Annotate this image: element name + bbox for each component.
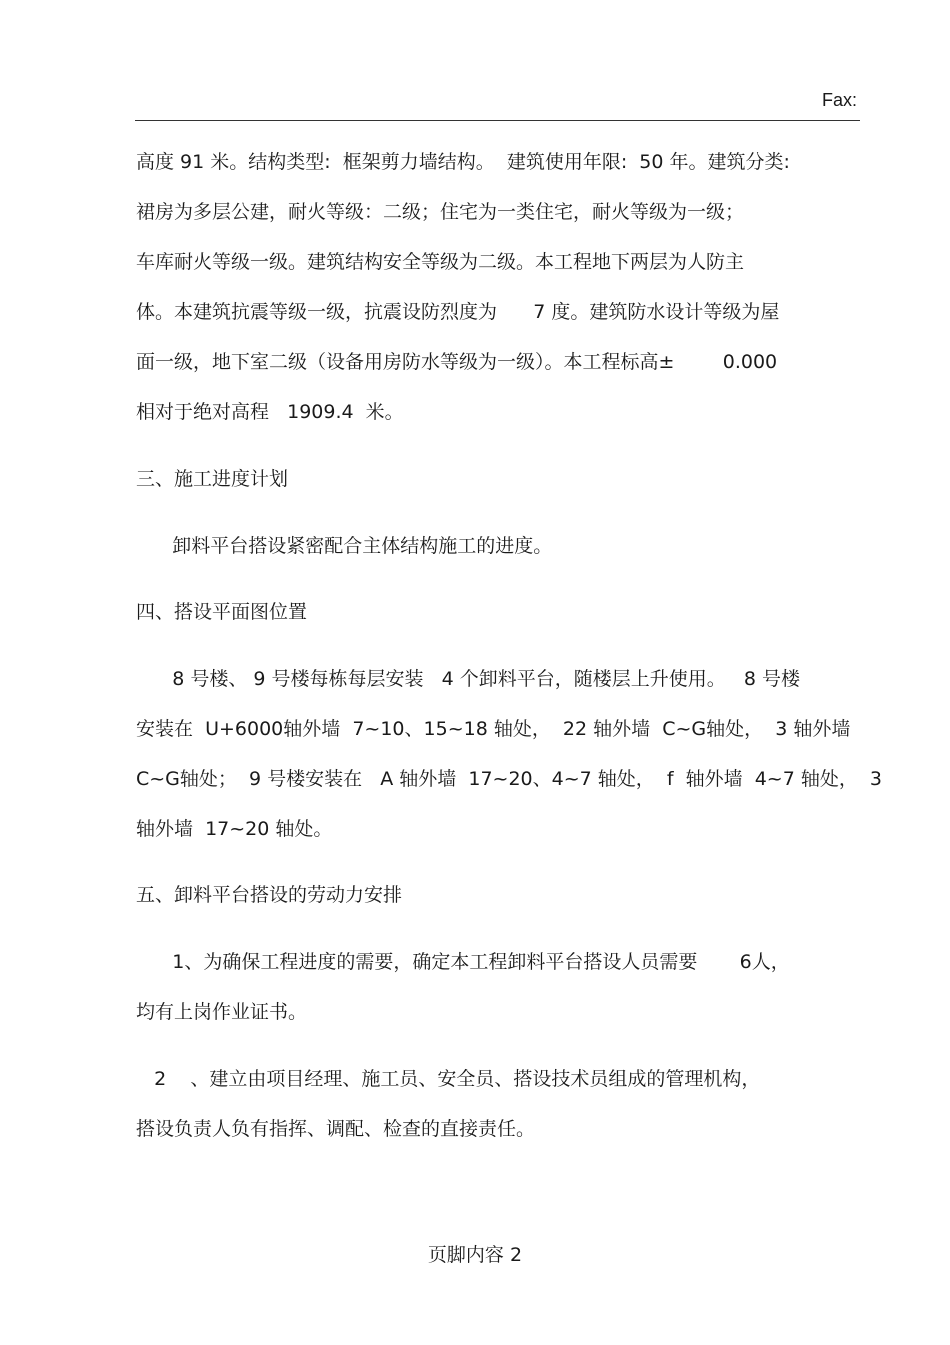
section-heading: 三、施工进度计划	[136, 468, 289, 490]
body-line: 1、为确保工程进度的需要，确定本工程卸料平台搭设人员需要 6人，	[136, 951, 790, 973]
page-footer: 页脚内容 2	[427, 1244, 523, 1266]
body-line: 2 、建立由项目经理、施工员、安全员、搭设技术员组成的管理机构，	[136, 1068, 761, 1090]
body-line: 裙房为多层公建，耐火等级：二级；住宅为一类住宅，耐火等级为一级；	[136, 201, 745, 223]
header-fax-label: Fax:	[821, 90, 857, 110]
header-divider	[135, 120, 860, 121]
body-line: 相对于绝对高程 1909.4 米。	[136, 401, 404, 423]
body-line: 均有上岗作业证书。	[136, 1001, 308, 1023]
section-heading: 四、搭设平面图位置	[136, 601, 308, 623]
body-line: 8 号楼、 9 号楼每栋每层安装 4 个卸料平台，随楼层上升使用。 8 号楼	[136, 668, 801, 690]
body-line: 高度 91 米。结构类型: 框架剪力墙结构。 建筑使用年限: 50 年。建筑分类:	[136, 151, 790, 173]
body-line: C~G轴处； 9 号楼安装在 A 轴外墙 17~20、4~7 轴处， f 轴外墙 4~7 轴处， 3	[136, 768, 882, 790]
section-heading: 五、卸料平台搭设的劳动力安排	[136, 884, 403, 906]
body-line: 轴外墙 17~20 轴处。	[136, 818, 333, 840]
body-line: 卸料平台搭设紧密配合主体结构施工的进度。	[136, 535, 553, 557]
body-line: 体。本建筑抗震等级一级，抗震设防烈度为 7 度。建筑防水设计等级为屋	[136, 301, 780, 323]
body-line: 面一级，地下室二级（设备用房防水等级为一级）。本工程标高± 0.000	[136, 351, 778, 373]
body-line: 车库耐火等级一级。建筑结构安全等级为二级。本工程地下两层为人防主	[136, 251, 745, 273]
body-line: 搭设负责人负有指挥、调配、检查的直接责任。	[136, 1118, 536, 1140]
body-line: 安装在 U+6000轴外墙 7~10、15~18 轴处， 22 轴外墙 C~G轴处， 3 轴外墙	[136, 718, 851, 740]
